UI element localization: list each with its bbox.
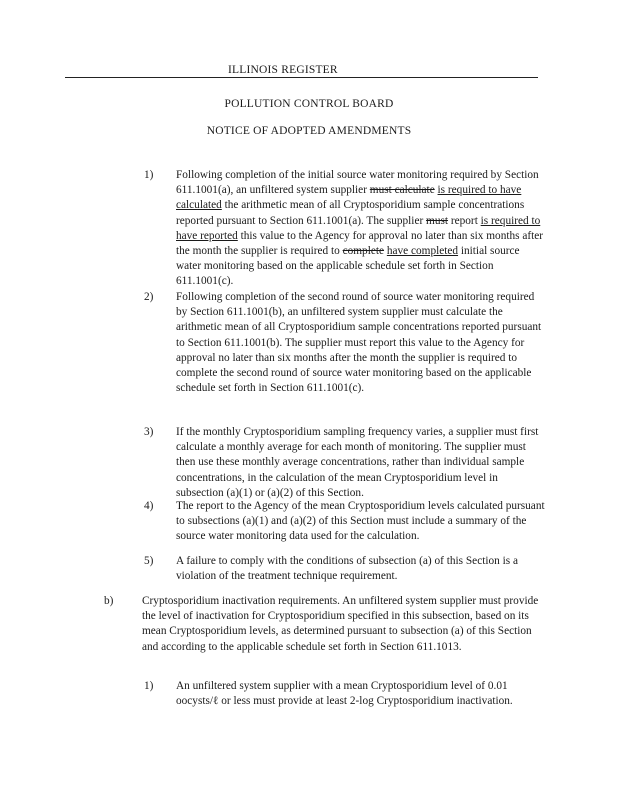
inserted-text: have completed (386, 245, 459, 258)
item-paragraph (176, 554, 546, 584)
struck-text: complete (342, 245, 385, 258)
paragraph-text: initial source water monitoring based on the applicable schedule set forth in Section 611.1001(c). (176, 245, 520, 288)
item-paragraph (176, 679, 546, 709)
paragraph-text: An unfiltered system supplier with a mean Cryptosporidium level of 0.01 oocysts/ℓ or less must provide at least 2-log Cryptosporidium inactivation. (176, 680, 513, 708)
paragraph-text: the arithmetic mean of all Cryptosporidium sample concentrations reported pursuant to Section 611.1001(a). The supplier (176, 199, 525, 227)
paragraph-text: this value to the Agency for approval no later than six months after the month the supplier is required to (176, 229, 544, 258)
item-number: 2) (144, 291, 154, 303)
paragraph-text: The report to the Agency of the mean Cryptosporidium levels calculated pursuant to subsections (a)(1) and (a)(2) of this Section must include a summary of the source water monitoring data used for the calculation. (176, 500, 545, 543)
notice-title: NOTICE OF ADOPTED AMENDMENTS (206, 125, 412, 137)
paragraph-text: report (448, 214, 481, 227)
header-rule (65, 77, 538, 78)
item-number: 4) (144, 500, 154, 512)
item-paragraph (176, 425, 546, 501)
register-title: ILLINOIS REGISTER (228, 64, 338, 76)
struck-text: must calculate (369, 184, 435, 197)
item-paragraph (176, 168, 546, 290)
item-paragraph (176, 499, 546, 545)
paragraph-text: A failure to comply with the conditions of subsection (a) of this Section is a violation of the treatment technique requirement. (176, 555, 518, 583)
inserted-text: is required to have calculated (176, 184, 522, 212)
board-title: POLLUTION CONTROL BOARD (224, 98, 394, 110)
item-number: 5) (144, 555, 154, 567)
paragraph-text: Following completion of the second round of source water monitoring required by Section 611.1001(b), an unfiltered system supplier must calculate the arithmetic mean of all Cryptosporidium sample concentrations reported pursuant to Section 611.1001(b). The supplier must report this value to the Agency for approval no later than six months after the month the supplier is required to complete the second round of source water monitoring based on the applicable schedule set forth in Section 611.1001(c). (176, 291, 542, 395)
item-paragraph (142, 594, 545, 655)
paragraph-text: If the monthly Cryptosporidium sampling frequency varies, a supplier must first calculate a monthly average for each month of monitoring. The supplier must then use these monthly average concentrations, rather than individual sample concentrations, in the calculation of the mean Cryptosporidium level in subsection (a)(1) or (a)(2) of this Section. (176, 426, 539, 499)
item-number: 1) (144, 680, 154, 692)
item-paragraph (176, 290, 546, 396)
paragraph-text: Following completion of the initial source water monitoring required by Section 611.1001(a), an unfiltered system supplier (176, 169, 539, 197)
item-number: 3) (144, 426, 154, 438)
item-number: b) (104, 595, 114, 607)
item-number: 1) (144, 169, 154, 181)
struck-text: must (426, 214, 449, 227)
paragraph-text: Cryptosporidium inactivation requirements. An unfiltered system supplier must provide the level of inactivation for Cryptosporidium specified in this subsection, based on its mean Cryptosporidium levels, as determined pursuant to subsection (a) of this Section and according to the applicable schedule set forth in Section 611.1013. (142, 595, 539, 653)
inserted-text: is required to have reported (176, 214, 541, 242)
